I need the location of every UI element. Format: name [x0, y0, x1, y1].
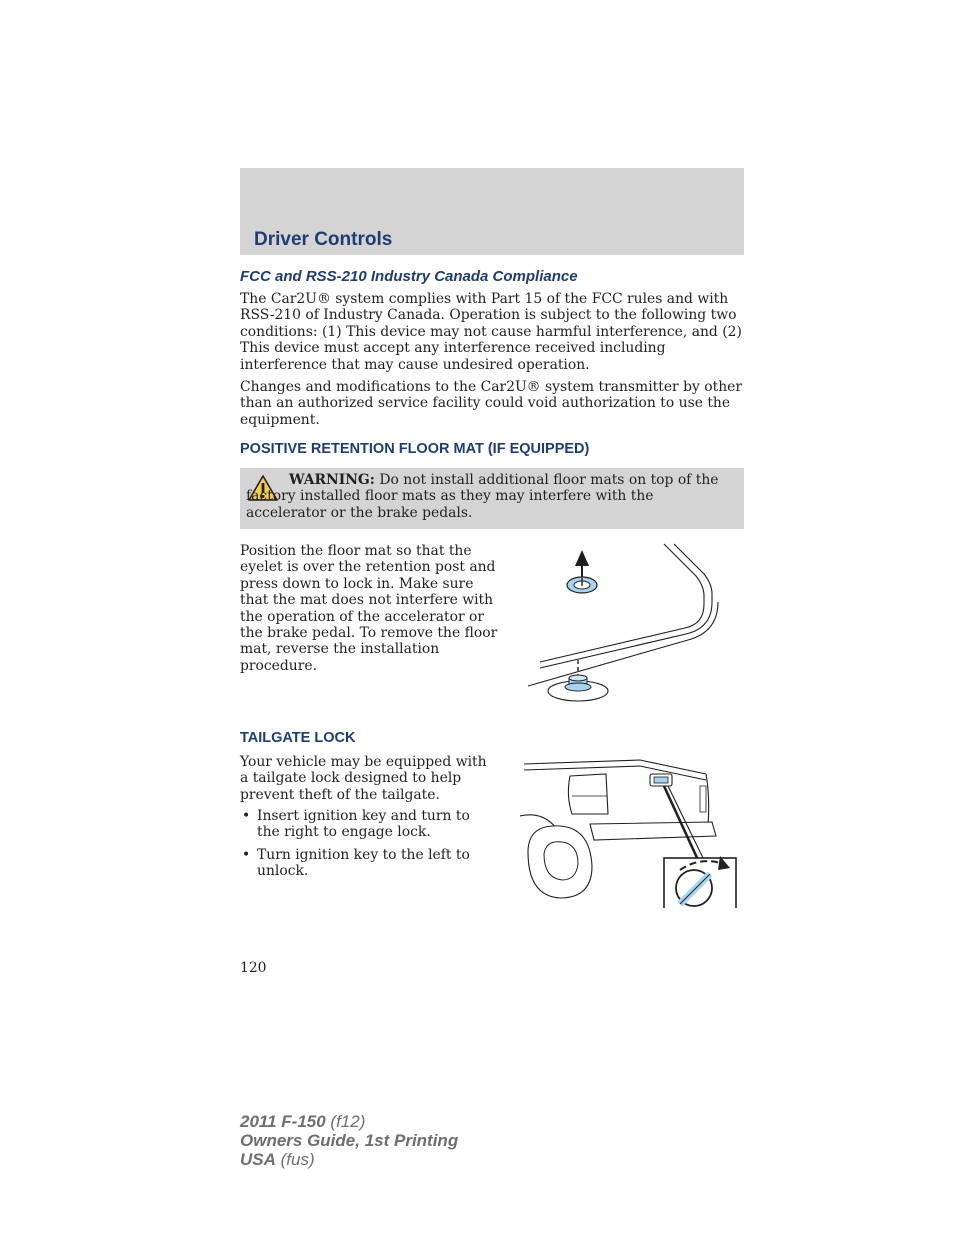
footer-edition: Owners Guide, 1st Printing: [240, 1131, 459, 1150]
floor-mat-illustration: [520, 540, 744, 708]
fcc-heading: FCC and RSS-210 Industry Canada Compliance: [240, 268, 578, 285]
footer-model-code: (f12): [325, 1112, 366, 1131]
floor-mat-paragraph: Position the floor mat so that the eyelet is over the retention post and press down to lock in. Make sure that the mat does not interfere with the operation of the accelerator or the brake pedal. To remove the floor mat, reverse the installation procedure.: [240, 543, 498, 674]
section-title: Driver Controls: [254, 229, 393, 250]
warning-text: [246, 472, 720, 521]
list-item: • Insert ignition key and turn to the right to engage lock.: [240, 808, 496, 841]
tailgate-bullet-list: [240, 808, 496, 886]
tailgate-paragraph: Your vehicle may be equipped with a tailgate lock designed to help prevent theft of the tailgate.: [240, 754, 487, 803]
page-number: 120: [240, 960, 267, 976]
warning-label: WARNING:: [289, 472, 375, 488]
section-header-bar: [240, 168, 744, 255]
tailgate-lock-illustration: [520, 756, 744, 908]
footer-market-code: (fus): [275, 1150, 315, 1169]
fcc-paragraph-2: Changes and modifications to the Car2U® system transmitter by other than an authorized service facility could void authorization to use the equipment.: [240, 379, 743, 428]
warning-body: Do not install additional floor mats on top of the factory installed floor mats as they may interfere with the accelerator or the brake pedals.: [246, 472, 719, 521]
tailgate-heading: TAILGATE LOCK: [240, 730, 356, 746]
document-footer: [240, 1112, 458, 1169]
warning-box: [240, 468, 744, 529]
floor-mat-heading: POSITIVE RETENTION FLOOR MAT (IF EQUIPPED): [240, 441, 590, 457]
fcc-paragraph-1: The Car2U® system complies with Part 15 of the FCC rules and with RSS-210 of Industry Canada. Operation is subject to the following two conditions: (1) This device may not cause harmful interference, and (2) This device must accept any interference received including interference that may cause undesired operation.: [240, 291, 742, 373]
footer-market: USA: [240, 1150, 276, 1169]
footer-model: 2011 F-150: [240, 1112, 326, 1131]
list-item: • Turn ignition key to the left to unlock.: [240, 847, 496, 880]
